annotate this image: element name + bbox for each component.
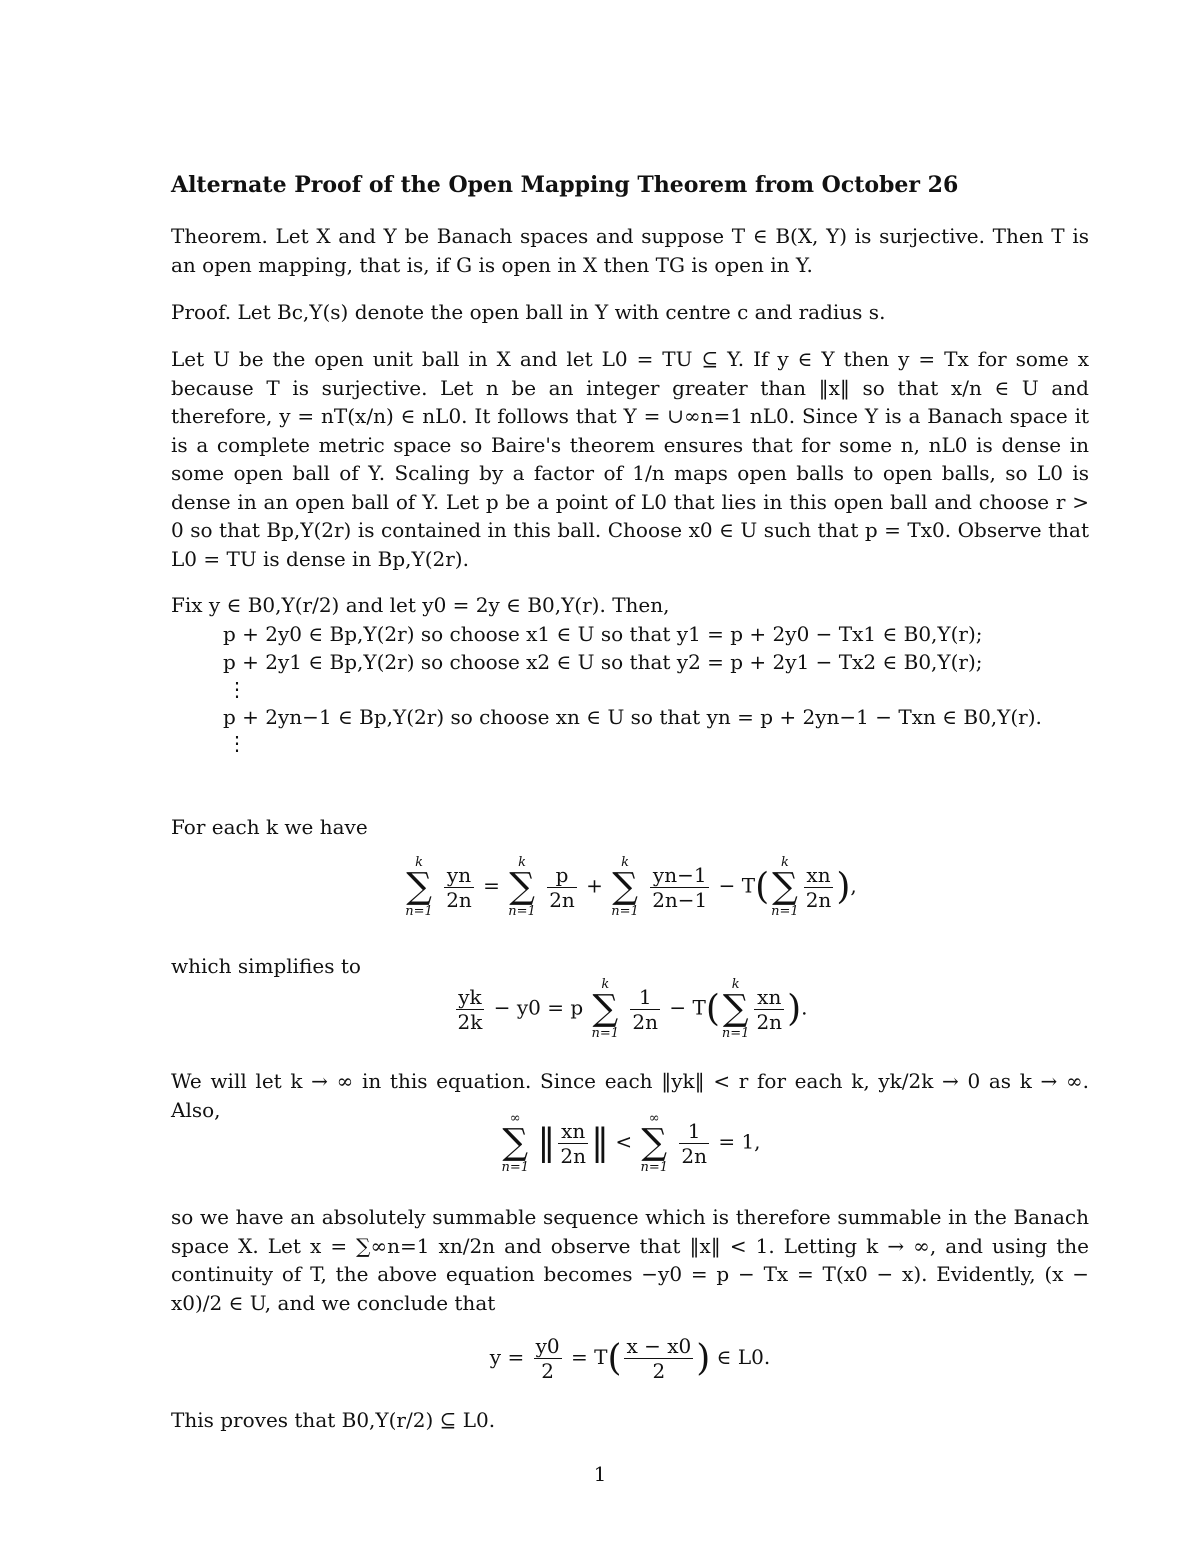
fix-line: Fix y ∈ B0,Y(r/2) and let y0 = 2y ∈ B0,Y(r). Then, xyxy=(171,593,670,617)
page-number: 1 xyxy=(593,1462,607,1486)
fraction: $\frac{x - x0}{2}$ xyxy=(626,1334,692,1383)
absolutely-text: so we have an absolutely summable sequence which is therefore summable in the Banach space X. Let x = ∑∞n=1 xn/2n and observe that ‖x‖ < 1. Letting k → ∞, and using the continuity of T, the above equation becomes −y0 = p − Tx = T(x0 − x). Evidently, (x − x0)/2 ∈ U, and we conclude that xyxy=(171,1205,1089,1315)
which-simplifies-line xyxy=(171,952,1089,981)
document-title: Alternate Proof of the Open Mapping Theorem from October 26 xyxy=(171,172,959,198)
equation-tail: ∈ L0. xyxy=(716,1345,771,1369)
minus-T: − T xyxy=(718,873,756,898)
sum-1a: k ∑ n=1 xyxy=(405,855,433,919)
equation-mid: − y0 = p xyxy=(493,995,584,1020)
sum-1c: k ∑ n=1 xyxy=(611,855,639,919)
fraction: $\frac{yk}{2k}$ xyxy=(457,984,483,1034)
sum-2a: k ∑ n=1 xyxy=(591,977,620,1041)
theorem-text: Theorem. Let X and Y be Banach spaces and suppose T ∈ B(X, Y) is surjective. Then T is an open mapping, that is, if G is open in X then TG is open in Y. xyxy=(171,224,1089,277)
fraction: $\frac{1}{2n}$ xyxy=(632,984,659,1034)
fraction: $\frac{y0}{2}$ xyxy=(535,1334,560,1383)
fraction: $\frac{xn}{2n}$ xyxy=(805,862,832,912)
which-simplifies-text: which simplifies to xyxy=(171,954,361,978)
proof-intro-text: Proof. Let Bc,Y(s) denote the open ball in Y with centre c and radius s. xyxy=(171,300,886,324)
fraction: $\frac{1}{2n}$ xyxy=(681,1118,707,1168)
sum-3a: ∞ ∑ n=1 xyxy=(501,1111,529,1175)
for-each-line xyxy=(171,813,1089,842)
main-proof-paragraph xyxy=(171,345,1089,573)
absolutely-paragraph xyxy=(171,1203,1089,1317)
equals-sign: = xyxy=(483,873,500,898)
fraction: $\frac{p}{2n}$ xyxy=(549,862,575,912)
equation-2: $\frac{yk}{2k}$ − y0 = p k ∑ n=1 $\frac{1}{2n}$ − T( k ∑ n=1 $\frac{xn}{2n}$ ). xyxy=(457,977,808,1041)
sum-3b: ∞ ∑ n=1 xyxy=(640,1111,668,1175)
sum-2b: k ∑ n=1 xyxy=(721,977,750,1041)
less-than: < xyxy=(615,1129,633,1154)
proof-intro-paragraph xyxy=(171,298,1089,327)
fraction: $\frac{yn}{2n}$ xyxy=(446,862,472,912)
fraction: $\frac{yn-1}{2n-1}$ xyxy=(652,862,708,912)
equation-tail: = 1, xyxy=(718,1129,761,1154)
minus-T: − T xyxy=(669,995,706,1020)
theorem-paragraph xyxy=(171,222,1089,279)
plus-sign: + xyxy=(586,873,603,898)
fraction: $\frac{xn}{2n}$ xyxy=(756,984,783,1034)
sum-1d: k ∑ n=1 xyxy=(771,855,799,919)
conclusion-text: This proves that B0,Y(r/2) ⊆ L0. xyxy=(171,1408,496,1432)
for-each-text: For each k we have xyxy=(171,815,368,839)
equation-lhs: y = xyxy=(489,1345,525,1369)
main-proof-text: Let U be the open unit ball in X and let L0 = TU ⊆ Y. If y ∈ Y then y = Tx for some x because T is surjective. Let n be an integer greater than ‖x‖ so that x/n ∈ U and therefore, y = nT(x/n) ∈ nL0. It follows that Y = ∪∞n=1 nL0. Since Y is a Banach space it is a complete metric space so Baire's theorem ensures that for some n, nL0 is dense in some open ball of Y. Scaling by a factor of 1/n maps open balls to open balls, so L0 is dense in an open ball of Y. Let p be a point of L0 that lies in this open ball and choose r > 0 so that Bp,Y(2r) is contained in this ball. Choose x0 ∈ U such that p = Tx0. Observe that L0 = TU is dense in Bp,Y(2r). xyxy=(171,347,1089,571)
vdots-2: ⋮ xyxy=(227,731,247,755)
equation-1: k ∑ n=1 $\frac{yn}{2n}$ = k ∑ n=1 $\frac{p}{2n}$ + k ∑ n=1 $\frac{yn-1}{2n-1}$ − T( k ∑ n=1 $\frac{xn}{2n}$ ), xyxy=(405,855,857,919)
equation-4: y = $\frac{y0}{2}$ = T( $\frac{x - x0}{2}$ ) ∈ L0. xyxy=(489,1334,771,1383)
vdots-1: ⋮ xyxy=(227,676,247,701)
let-k-text: We will let k → ∞ in this equation. Since each ‖yk‖ < r for each k, yk/2k → 0 as k → ∞. Also, xyxy=(171,1069,1089,1122)
equation-3: ∞ ∑ n=1 ‖ $\frac{xn}{2n}$ ‖ < ∞ ∑ n=1 $\frac{1}{2n}$ = 1, xyxy=(501,1111,761,1175)
fraction: $\frac{xn}{2n}$ xyxy=(560,1118,586,1168)
step-2: p + 2y1 ∈ Bp,Y(2r) so choose x2 ∈ U so that y2 = p + 2y1 − Tx2 ∈ B0,Y(r); xyxy=(223,650,983,674)
conclusion-line xyxy=(171,1406,1089,1435)
equals-T: = T xyxy=(570,1345,608,1369)
step-1: p + 2y0 ∈ Bp,Y(2r) so choose x1 ∈ U so that y1 = p + 2y0 − Tx1 ∈ B0,Y(r); xyxy=(223,621,983,646)
iteration-block xyxy=(171,591,1089,755)
sum-1b: k ∑ n=1 xyxy=(508,855,536,919)
step-n: p + 2yn−1 ∈ Bp,Y(2r) so choose xn ∈ U so that yn = p + 2yn−1 − Txn ∈ B0,Y(r). xyxy=(223,704,1042,729)
